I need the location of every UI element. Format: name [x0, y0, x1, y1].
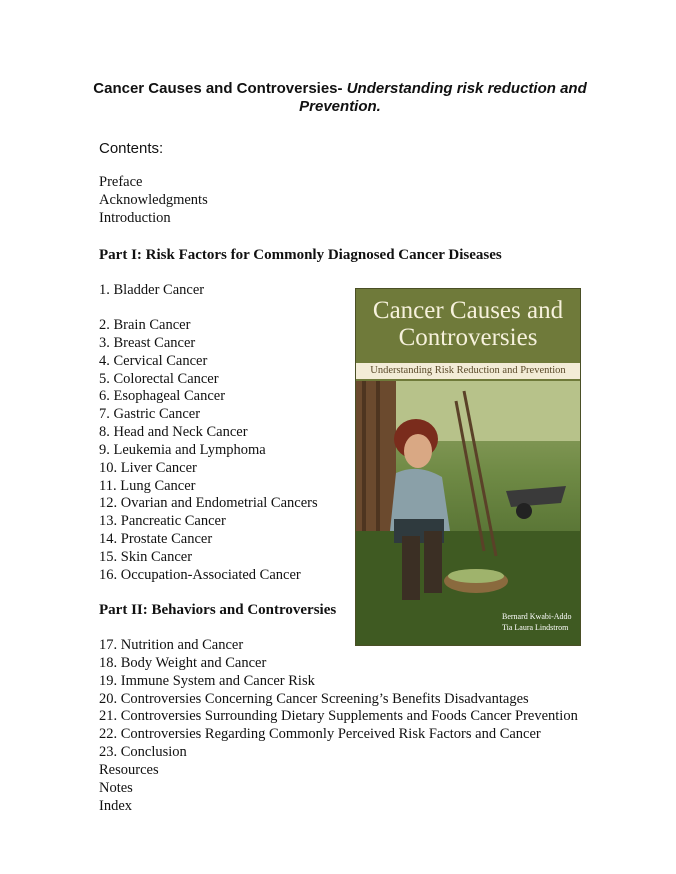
- cover-title: [356, 297, 580, 351]
- cover-title-line: Cancer Causes and: [372, 297, 564, 324]
- list-item: 12. Ovarian and Endometrial Cancers: [99, 495, 318, 512]
- document-title: [60, 80, 620, 116]
- cover-photo: [356, 381, 580, 645]
- cover-authors: [502, 611, 580, 633]
- list-item: 7. Gastric Cancer: [99, 406, 201, 423]
- list-item: 11. Lung Cancer: [99, 477, 196, 494]
- cover-illustration: [356, 381, 580, 645]
- cover-subtitle: Understanding Risk Reduction and Prevention: [370, 365, 566, 376]
- front-matter-list: [99, 174, 579, 228]
- list-item: 8. Head and Neck Cancer: [99, 424, 248, 441]
- list-item: 23. Conclusion: [99, 744, 187, 761]
- part1-list: [99, 317, 349, 585]
- contents-heading: Contents:: [99, 140, 164, 157]
- list-item: 17. Nutrition and Cancer: [99, 637, 244, 653]
- front-matter-item: Preface: [99, 174, 143, 190]
- list-item: 14. Prostate Cancer: [99, 531, 213, 548]
- list-item: 9. Leukemia and Lymphoma: [99, 441, 266, 458]
- back-matter-item: Notes: [99, 779, 133, 796]
- part2-heading: Part II: Behaviors and Controversies: [99, 602, 337, 618]
- list-item: 2. Brain Cancer: [99, 317, 191, 333]
- back-matter-item: Index: [99, 797, 133, 814]
- list-item: 1. Bladder Cancer: [99, 282, 205, 298]
- list-item: 21. Controversies Surrounding Dietary Supplements and Foods Cancer Prevention: [99, 708, 578, 725]
- list-item: 20. Controversies Concerning Cancer Screening’s Benefits Disadvantages: [99, 690, 529, 707]
- list-item: 19. Immune System and Cancer Risk: [99, 672, 315, 689]
- list-item: 4. Cervical Cancer: [99, 352, 208, 369]
- cover-author: Bernard Kwabi-Addo: [502, 612, 572, 621]
- front-matter-item: Acknowledgments: [99, 191, 208, 208]
- list-item: 10. Liver Cancer: [99, 459, 197, 476]
- back-matter-item: Resources: [99, 761, 159, 778]
- part2-list: [99, 637, 579, 815]
- cover-author: Tia Laura Lindstrom: [502, 623, 569, 632]
- title-bold: Cancer Causes and Controversies-: [93, 80, 343, 97]
- list-item: 16. Occupation-Associated Cancer: [99, 566, 301, 583]
- book-cover: [356, 289, 580, 645]
- list-item: 22. Controversies Regarding Commonly Perceived Risk Factors and Cancer: [99, 726, 541, 743]
- list-item: 5. Colorectal Cancer: [99, 370, 219, 387]
- list-item: 6. Esophageal Cancer: [99, 388, 226, 405]
- cover-title-line: Controversies: [398, 324, 538, 351]
- part1-heading: Part I: Risk Factors for Commonly Diagnosed Cancer Diseases: [99, 247, 502, 263]
- list-item: 15. Skin Cancer: [99, 548, 193, 565]
- list-item: 3. Breast Cancer: [99, 334, 196, 351]
- front-matter-item: Introduction: [99, 209, 171, 226]
- title-italic: Understanding risk reduction and Prevention.: [299, 80, 587, 115]
- list-item: 13. Pancreatic Cancer: [99, 513, 226, 530]
- list-item: 18. Body Weight and Cancer: [99, 654, 267, 671]
